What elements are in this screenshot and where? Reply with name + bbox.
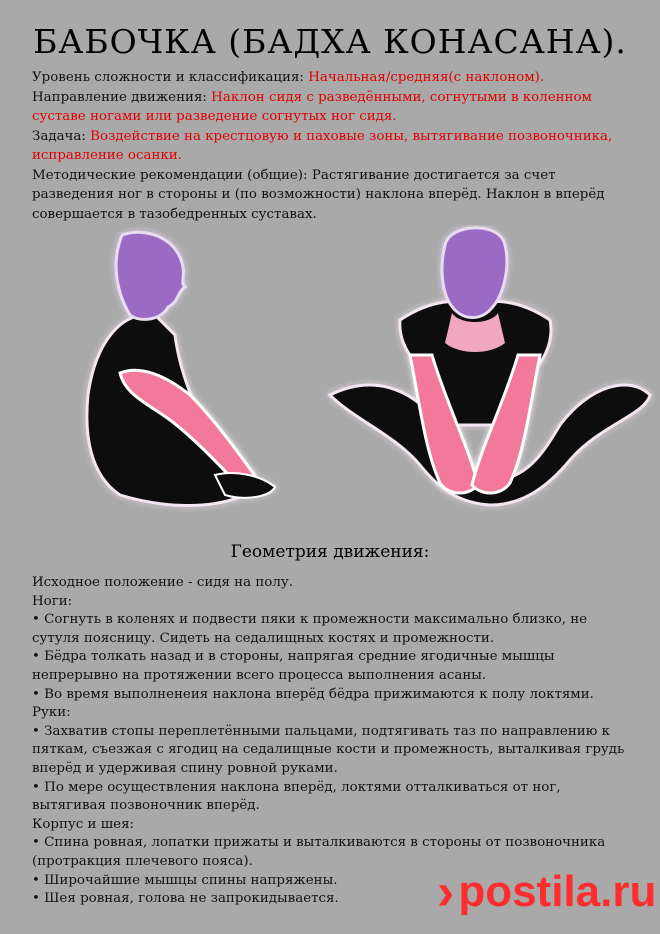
arms-item: • По мере осуществления наклона вперёд, локтями отталкиваться от ног, вытягивая позвоночник вперёд. [32, 779, 632, 816]
instructions-block [32, 574, 632, 909]
torso-item: • Шея ровная, голова не запрокидывается. [32, 890, 632, 909]
page-title: БАБОЧКА (БАДХА КОНАСАНА). [33, 22, 627, 61]
arms-item: • Захватив стопы переплетёнными пальцами, подтягивать таз по направлению к пяткам, съезжая с ягодиц на седалищные кости и промежность, выталкивая грудь вперёд и удерживая спину ровной руками. [32, 723, 632, 779]
torso-item: • Спина ровная, лопатки прижаты и выталкиваются в стороны от позвоночника (протракция плечевого пояса). [32, 834, 632, 871]
pose-illustrations [0, 225, 660, 525]
direction-label: Направление движения: [32, 89, 207, 105]
legs-item: • Согнуть в коленях и подвести пяки к промежности максимально близко, не сутуля поясницу. Сидеть на седалищных костях и промежности. [32, 611, 632, 648]
level-value: Начальная/средняя(с наклоном). [308, 70, 545, 85]
side-view-figure [87, 232, 275, 505]
torso-heading: Корпус и шея: [32, 816, 135, 832]
start-position: Исходное положение - сидя на полу. [32, 575, 293, 590]
section-title: Геометрия движения: [230, 542, 430, 562]
torso-item: • Широчайшие мышцы спины напряжены. [32, 872, 632, 891]
legs-item: • Во время выполненеия наклона вперёд бёдра прижимаются к полу локтями. [32, 686, 632, 705]
task-label: Задача: [32, 128, 86, 144]
legs-item: • Бёдра толкать назад и в стороны, напрягая средние ягодичные мышцы непрерывно на протяжении всего процесса выполнения асаны. [32, 648, 632, 685]
direction-line [32, 88, 632, 127]
direction-value: Наклон сидя с разведёнными, согнутыми в коленном суставе ногами или разведение согнутых ног сидя. [32, 89, 592, 124]
level-label: Уровень сложности и классификация: [32, 70, 304, 85]
legs-heading: Ноги: [32, 593, 73, 609]
task-value: Воздействие на крестцовую и паховые зоны, вытягивание позвоночника, исправление осанки. [32, 128, 613, 163]
method-line [32, 166, 632, 225]
task-line [32, 127, 632, 166]
postila-watermark [437, 862, 657, 922]
intro-block [32, 68, 632, 224]
front-view-figure [330, 228, 650, 505]
arms-heading: Руки: [32, 705, 71, 721]
method-label: Методические рекомендации (общие): [32, 167, 308, 183]
method-value: Растягивание достигается за счет разведения ног в стороны и (по возможности) наклона вперёд. Наклон в вперёд совершается в тазобедренных суставах. [32, 167, 605, 222]
level-line [32, 68, 632, 88]
watermark-text: postila.ru [458, 867, 657, 916]
chevron-icon: › [437, 863, 455, 921]
